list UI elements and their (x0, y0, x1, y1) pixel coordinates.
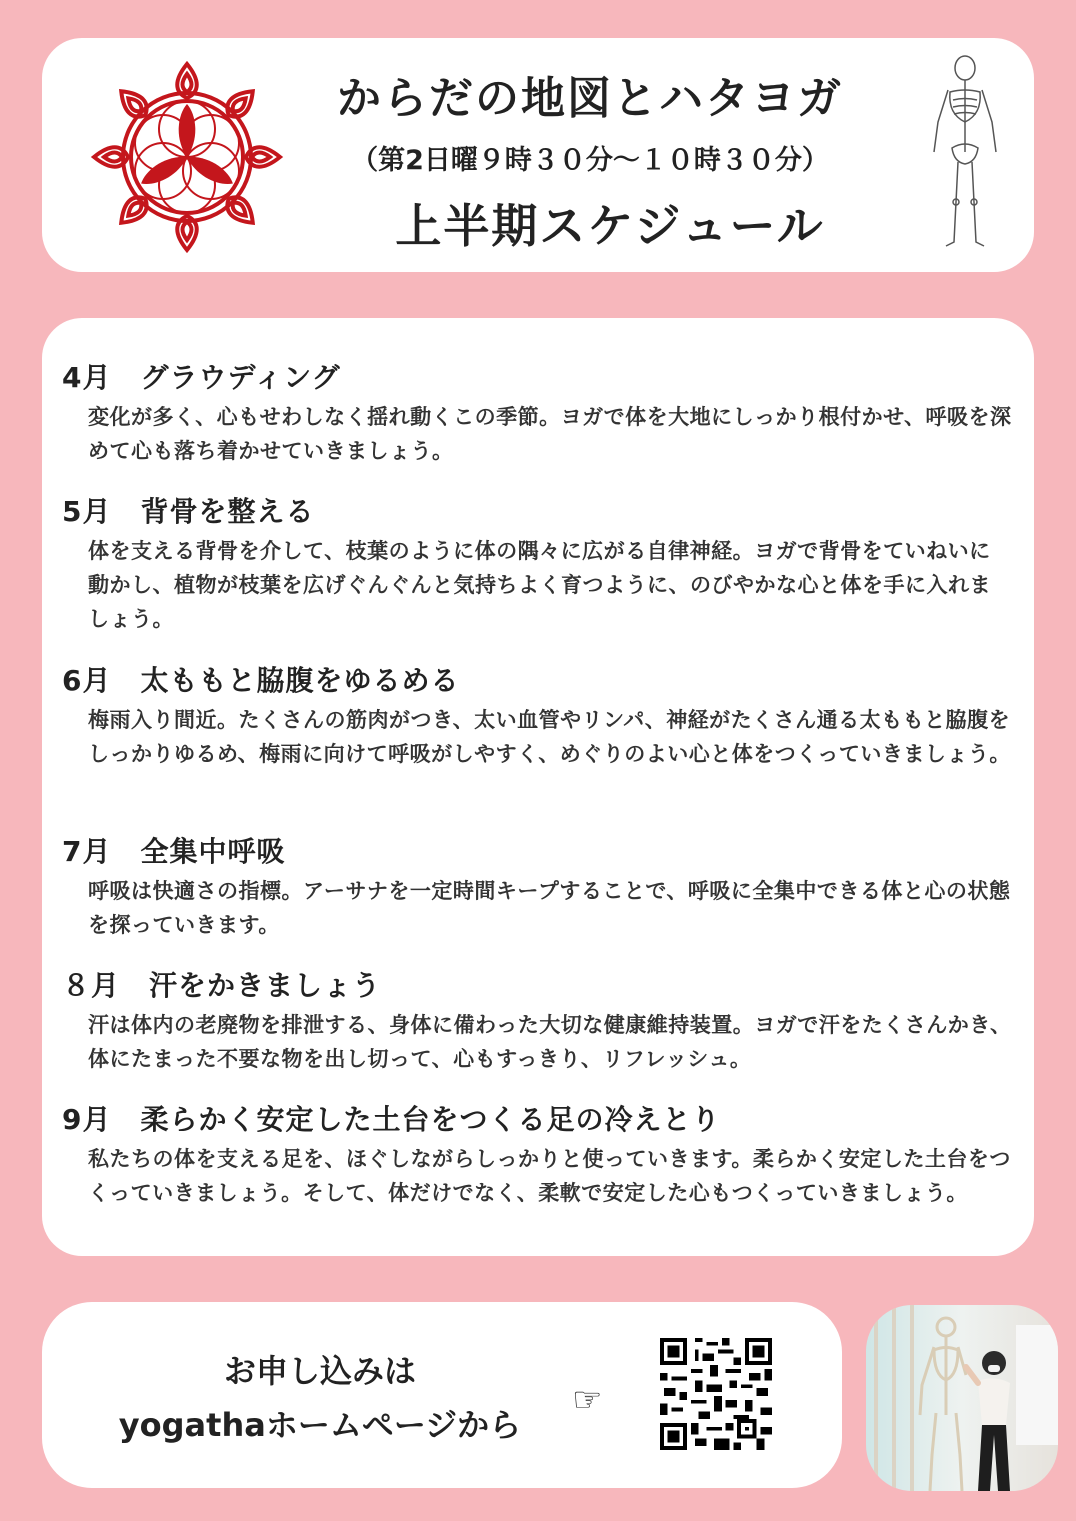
month-heading: 6月 太ももと脇腹をゆるめる (62, 664, 460, 697)
month-september (62, 1098, 1012, 1210)
month-description: 呼吸は快適さの指標。アーサナを一定時間キープすることで、呼吸に全集中できる体と心の状態を探っていきます。 (88, 879, 1011, 937)
apply-text: お申し込みは (223, 1352, 416, 1390)
month-heading: ８月 汗をかきましょう (62, 969, 382, 1002)
month-description: 私たちの体を支える足を、ほぐしながらしっかりと使っていきます。柔らかく安定した土台をつくっていきましょう。そして、体だけでなく、柔軟で安定した心もつくっていきましょう。 (88, 1147, 1011, 1205)
qr-code[interactable] (660, 1338, 772, 1450)
month-august (62, 964, 1012, 1076)
page-title: からだの地図とハタヨガ (337, 73, 843, 124)
month-description: 変化が多く、心もせわしなく揺れ動くこの季節。ヨガで体を大地にしっかり根付かせ、呼吸を深めて心も落ち着かせていきましょう。 (88, 405, 1012, 463)
month-april (62, 356, 1012, 468)
schedule-time: （第2日曜９時３０分〜１０時３０分） (351, 145, 829, 176)
skeleton-illustration (920, 52, 1010, 252)
month-june (62, 659, 1012, 771)
month-description: 梅雨入り間近。たくさんの筋肉がつき、太い血管やリンパ、神経がたくさん通る太ももと脇腹をしっかりゆるめ、梅雨に向けて呼吸がしやすく、めぐりのよい心と体をつくっていきましょう。 (88, 708, 1011, 766)
instructor-photo (866, 1305, 1058, 1491)
month-heading: 9月 柔らかく安定した土台をつくる足の冷えとり (62, 1103, 721, 1136)
schedule-heading: 上半期スケジュール (395, 199, 825, 253)
lotus-mandala-logo (82, 52, 292, 262)
month-description: 体を支える背骨を介して、枝葉のように体の隅々に広がる自律神経。ヨガで背骨をていねいに動かし、植物が枝葉を広げぐんぐんと気持ちよく育つように、のびやかな心と体を手に入れましょう。 (88, 539, 991, 631)
apply-link-text[interactable]: yogathaホームページから (118, 1406, 522, 1444)
month-heading: 4月 グラウディング (62, 361, 341, 394)
pointing-hand-icon: ☞ (572, 1380, 603, 1420)
month-description: 汗は体内の老廃物を排泄する、身体に備わった大切な健康維持装置。ヨガで汗をたくさんかき、体にたまった不要な物を出し切って、心もすっきり、リフレッシュ。 (88, 1013, 1012, 1071)
month-heading: 7月 全集中呼吸 (62, 835, 286, 868)
month-may (62, 490, 1012, 636)
month-july (62, 830, 1012, 942)
month-heading: 5月 背骨を整える (62, 495, 315, 528)
